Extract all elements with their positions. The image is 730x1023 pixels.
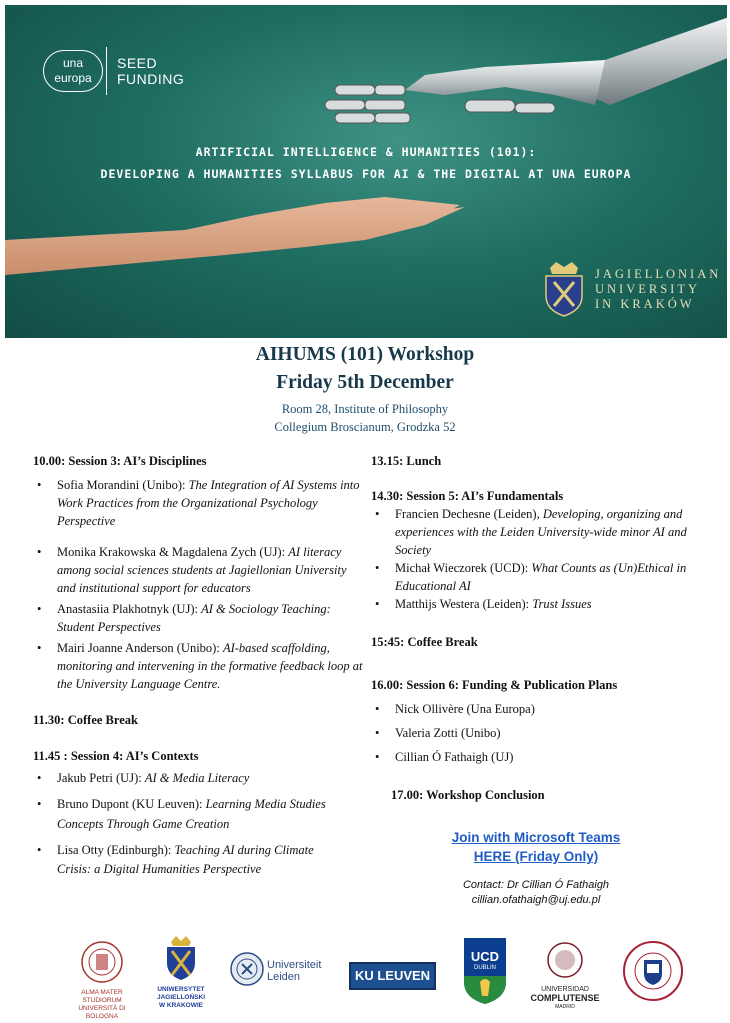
venue-line: Collegium Broscianum, Grodzka 52 [274, 420, 456, 434]
workshop-conclusion: 17.00: Workshop Conclusion [391, 788, 545, 802]
leiden-logo: Universiteit Leiden [230, 952, 330, 988]
workshop-date: Friday 5th December [276, 372, 454, 393]
complutense-seal-icon [527, 940, 603, 980]
complutense-logo: UNIVERSIDAD COMPLUTENSE MADRID [527, 940, 603, 1012]
lunch-heading: 13.15: Lunch [371, 454, 442, 468]
robot-hand-illustration [305, 5, 727, 135]
list-item: • Jakub Petri (UJ): AI & Media Literacy [33, 769, 368, 787]
session-4-heading: 11.45 : Session 4: AI’s Contexts [33, 749, 199, 763]
coffee-break-2: 15:45: Coffee Break [371, 635, 478, 649]
banner [5, 5, 727, 338]
bologna-seal-icon [62, 940, 142, 984]
session-5-heading: 14.30: Session 5: AI’s Fundamentals [371, 489, 564, 503]
list-item: • Matthijs Westera (Leiden): Trust Issues [371, 595, 711, 613]
list-item: • Mairi Joanne Anderson (Unibo): AI-based scaffolding, monitoring and intervening in the formative feedback loop at the University Language Centre. [33, 639, 368, 693]
ucd-logo: UCD DUBLIN [462, 936, 508, 1006]
uj-logo: UNIWERSYTET JAGIELLOŃSKI W KRAKOWIE [150, 935, 212, 1010]
banner-title: ARTIFICIAL INTELLIGENCE & HUMANITIES (101): DEVELOPING A HUMANITIES SYLLABUS FOR AI & THE DIGITAL AT UNA EUROPA [100, 145, 632, 181]
session-6-heading: 16.00: Session 6: Funding & Publication Plans [371, 678, 618, 692]
human-hand-illustration [5, 185, 475, 275]
list-item: • Valeria Zotti (Unibo) [371, 724, 711, 742]
edinburgh-seal-icon [622, 940, 684, 1002]
leiden-seal-icon [230, 952, 264, 986]
right-programme [371, 452, 711, 804]
coffee-break-1: 11.30: Coffee Break [33, 713, 138, 727]
una-europa-logo: una europa [43, 50, 103, 92]
list-item: • Lisa Otty (Edinburgh): Teaching AI during Climate Crisis: a Digital Humanities Perspective [33, 841, 368, 879]
left-programme [33, 452, 368, 879]
list-item: • Michał Wieczorek (UCD): What Counts as (Un)Ethical in Educational AI [371, 559, 711, 595]
ku-leuven-logo: KU LEUVEN [349, 962, 436, 990]
edinburgh-logo [622, 940, 684, 1002]
room-line: Room 28, Institute of Philosophy [281, 402, 449, 416]
contact-info: Contact: Dr Cillian Ó Fathaigh cillian.ofathaigh@uj.edu.pl [462, 879, 610, 906]
list-item: • Nick Ollivère (Una Europa) [371, 700, 711, 718]
list-item: • Sofia Morandini (Unibo): The Integration of AI Systems into Work Practices from the Organizational Psychology Perspective [33, 476, 368, 530]
list-item: • Cillian Ó Fathaigh (UJ) [371, 748, 711, 766]
teams-link[interactable]: Join with Microsoft Teams HERE (Friday Only) [451, 830, 621, 864]
list-item: • Bruno Dupont (KU Leuven): Learning Media Studies Concepts Through Game Creation [33, 794, 368, 834]
jagiellonian-name: JAGIELLONIAN UNIVERSITY IN KRAKÓW [595, 267, 722, 311]
list-item: • Francien Dechesne (Leiden), Developing, organizing and experiences with the Leiden University-wide minor AI and Society [371, 505, 711, 559]
jagiellonian-crest-icon [542, 260, 586, 318]
list-item: • Monika Krakowska & Magdalena Zych (UJ): AI literacy among social sciences students at Jagiellonian University and institutional support for educators [33, 543, 368, 597]
seed-funding-logo: SEED FUNDING [106, 47, 190, 95]
session-3-heading: 10.00: Session 3: AI’s Disciplines [33, 454, 207, 468]
workshop-title: AIHUMS (101) Workshop [255, 344, 475, 365]
uj-crest-icon [150, 935, 212, 981]
list-item: • Anastasiia Plakhotnyk (UJ): AI & Sociology Teaching: Student Perspectives [33, 600, 368, 636]
bologna-logo: ALMA MATER STUDIORUM UNIVERSITÀ DI BOLOGNA [62, 940, 142, 1021]
